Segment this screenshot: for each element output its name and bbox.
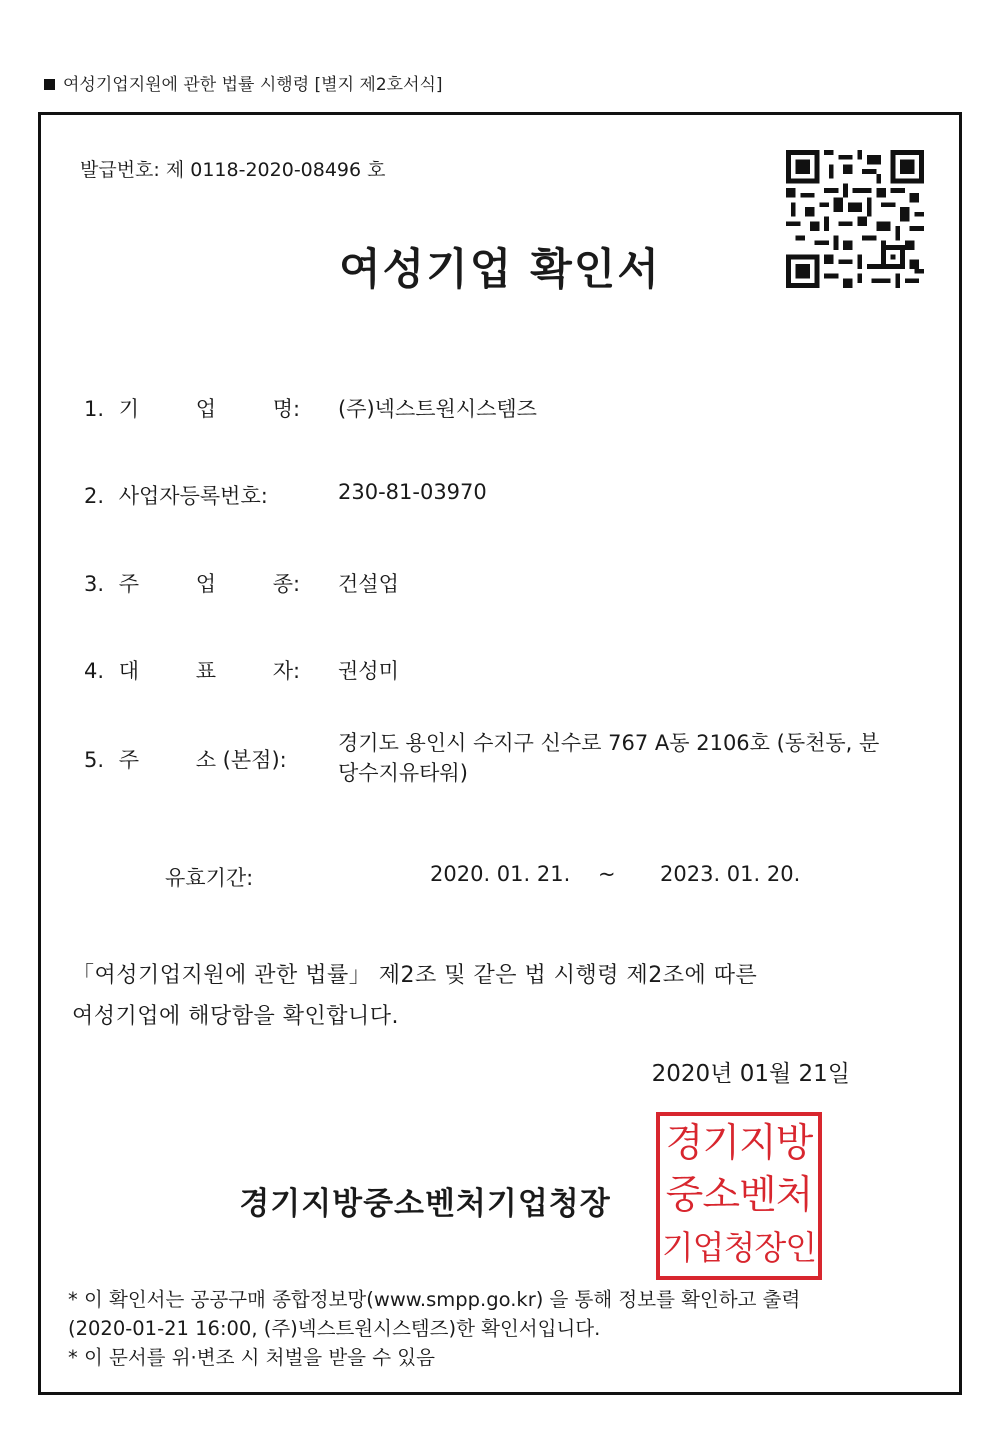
field-company-name-value: (주)넥스트원시스템즈	[338, 397, 537, 421]
field-business-number-value: 230-81-03970	[338, 480, 487, 504]
label-part: 주	[118, 572, 140, 596]
footnote-line: * 이 문서를 위·변조 시 처벌을 받을 수 있음	[68, 1346, 435, 1369]
label-part: 사업자등록번호:	[118, 484, 268, 508]
validity-separator: ~	[598, 862, 616, 886]
field-industry-label	[84, 568, 300, 598]
issue-number: 발급번호: 제 0118-2020-08496 호	[80, 159, 386, 181]
label-part: 주	[118, 748, 140, 772]
seal-line: 경기지방	[665, 1121, 813, 1166]
field-number: 2.	[84, 484, 105, 508]
field-representative-value: 권성미	[338, 659, 399, 683]
field-company-name-label	[84, 393, 300, 423]
label-part: 표	[195, 659, 217, 683]
label-part: 자:	[272, 659, 301, 683]
issuer-name: 경기지방중소벤처기업청장	[239, 1186, 611, 1222]
validity-start: 2020. 01. 21.	[430, 862, 571, 886]
statement-line: 여성기업에 해당함을 확인합니다.	[72, 1004, 400, 1029]
form-reference	[44, 70, 443, 95]
label-part: 종:	[272, 572, 301, 596]
seal-line: 기업청장인	[661, 1228, 817, 1267]
label-part: 기	[118, 397, 140, 421]
field-number: 5.	[84, 748, 105, 772]
field-number: 3.	[84, 572, 105, 596]
field-representative-label	[84, 655, 300, 685]
validity-end: 2023. 01. 20.	[660, 862, 801, 886]
field-business-number-label	[84, 480, 268, 510]
label-part: 업	[195, 397, 217, 421]
label-part: 소 (본점):	[195, 748, 287, 772]
field-address-value: 경기도 용인시 수지구 신수로 767 A동 2106호 (동천동, 분당수지유타워)	[338, 731, 880, 785]
field-number: 4.	[84, 659, 105, 683]
official-seal	[656, 1112, 822, 1280]
statement-line: 「여성기업지원에 관한 법률」 제2조 및 같은 법 시행령 제2조에 따른	[72, 963, 758, 988]
confirmation-statement	[72, 955, 892, 1037]
footnote-line: (2020-01-21 16:00, (주)넥스트원시스템즈)한 확인서입니다.	[68, 1317, 601, 1340]
label-part: 명:	[272, 397, 301, 421]
field-address-label	[84, 744, 287, 774]
form-reference-text: 여성기업지원에 관한 법률 시행령 [별지 제2호서식]	[63, 75, 443, 95]
issue-date: 2020년 01월 21일	[651, 1061, 850, 1087]
footnote-line: * 이 확인서는 공공구매 종합정보망(www.smpp.go.kr) 을 통해 정보를 확인하고 출력	[68, 1288, 801, 1311]
seal-line: 중소벤처	[665, 1173, 813, 1218]
label-part: 업	[195, 572, 217, 596]
footnotes	[68, 1285, 928, 1372]
label-part: 대	[118, 659, 140, 683]
field-industry-value: 건설업	[338, 572, 399, 596]
black-square-icon	[44, 79, 55, 90]
validity-label: 유효기간:	[165, 866, 254, 890]
document-title: 여성기업 확인서	[339, 245, 661, 295]
field-number: 1.	[84, 397, 105, 421]
